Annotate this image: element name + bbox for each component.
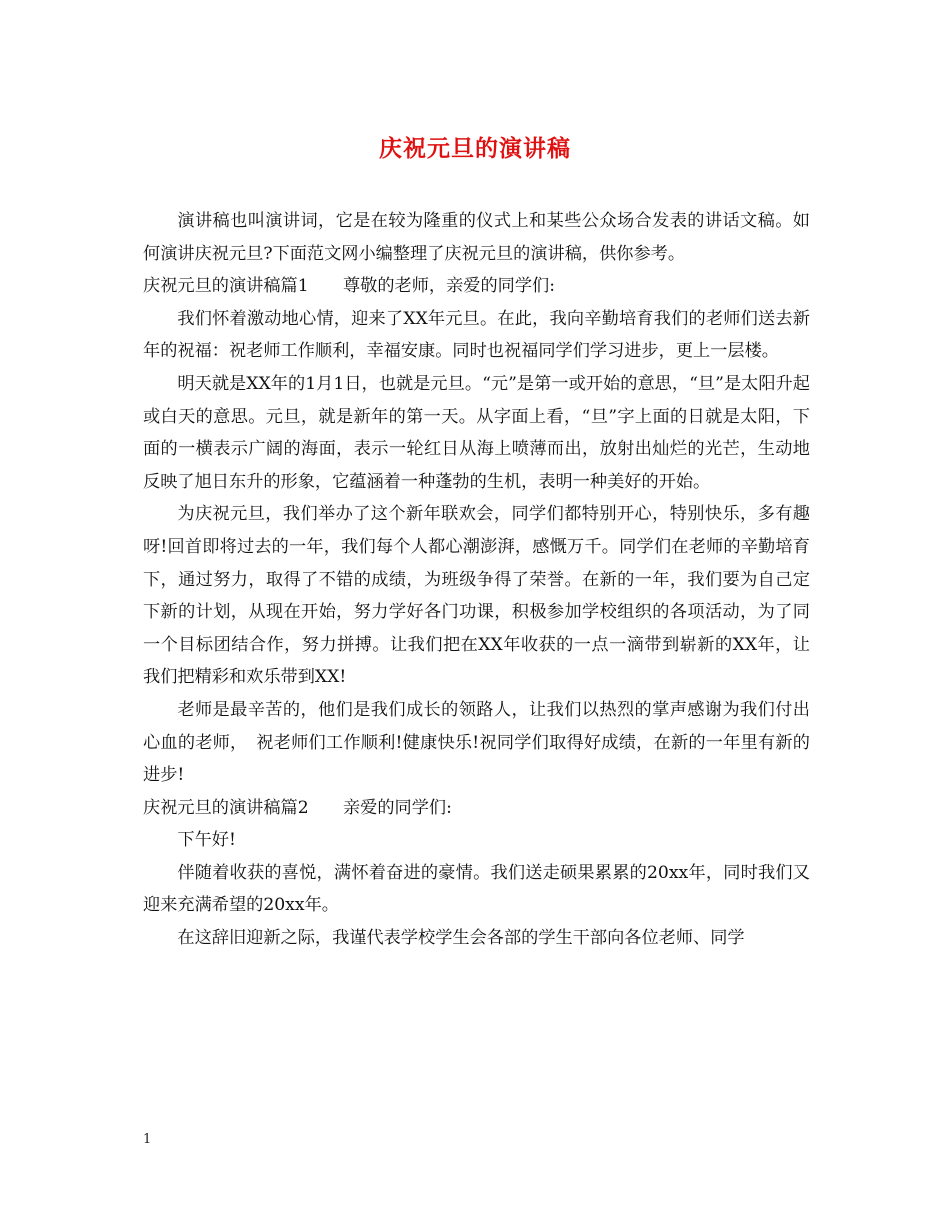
paragraph-intro: 演讲稿也叫演讲词，它是在较为隆重的仪式上和某些公众场合发表的讲话文稿。如何演讲庆祝元旦?下面范文网小编整理了庆祝元旦的演讲稿，供你参考。	[143, 211, 810, 264]
document-body	[143, 205, 810, 955]
paragraph-hello: 下午好!	[177, 830, 236, 851]
section-heading-2: 庆祝元旦的演讲稿篇2 亲爱的同学们:	[143, 797, 452, 818]
section-heading-1: 庆祝元旦的演讲稿篇1 尊敬的老师，亲爱的同学们:	[143, 276, 556, 297]
paragraph-celebration: 为庆祝元旦，我们举办了这个新年联欢会，同学们都特别开心，特别快乐，多有趣呀!回首即将过去的一年，我们每个人都心潮澎湃，感慨万千。同学们在老师的辛勤培育下，通过努力，取得了不错的成绩，为班级争得了荣誉。在新的一年，我们要为自己定下新的计划，从现在开始，努力学好各门功课，积极参加学校组织的各项活动，为了同一个目标团结合作，努力拼搏。让我们把在XX年收获的一点一滴带到崭新的XX年，让我们把精彩和欢乐带到XX!	[143, 504, 810, 688]
paragraph-thanks: 老师是最辛苦的，他们是我们成长的领路人，让我们以热烈的掌声感谢为我们付出心血的老师， 祝老师们工作顺利!健康快乐!祝同学们取得好成绩，在新的一年里有新的进步!	[143, 699, 810, 786]
paragraph-farewell: 在这辞旧迎新之际，我谨代表学校学生会各部的学生干部向各位老师、同学	[177, 928, 745, 949]
paragraph-greeting-1: 我们怀着激动地心情，迎来了XX年元旦。在此，我向辛勤培育我们的老师们送去新年的祝福：祝老师工作顺利，幸福安康。同时也祝福同学们学习进步，更上一层楼。	[143, 308, 810, 362]
page-number: 1	[143, 1132, 152, 1147]
paragraph-harvest: 伴随着收获的喜悦，满怀着奋进的豪情。我们送走硕果累累的20xx年，同时我们又迎来充满希望的20xx年。	[143, 862, 810, 916]
paragraph-meaning: 明天就是XX年的1月1日，也就是元旦。“元”是第一或开始的意思，“旦”是太阳升起或白天的意思。元旦，就是新年的第一天。从字面上看，“旦”字上面的日就是太阳，下面的一横表示广阔的海面，表示一轮红日从海上喷薄而出，放射出灿烂的光芒，生动地反映了旭日东升的形象，它蕴涵着一种蓬勃的生机，表明一种美好的开始。	[143, 373, 810, 492]
document-title: 庆祝元旦的演讲稿	[379, 135, 571, 162]
